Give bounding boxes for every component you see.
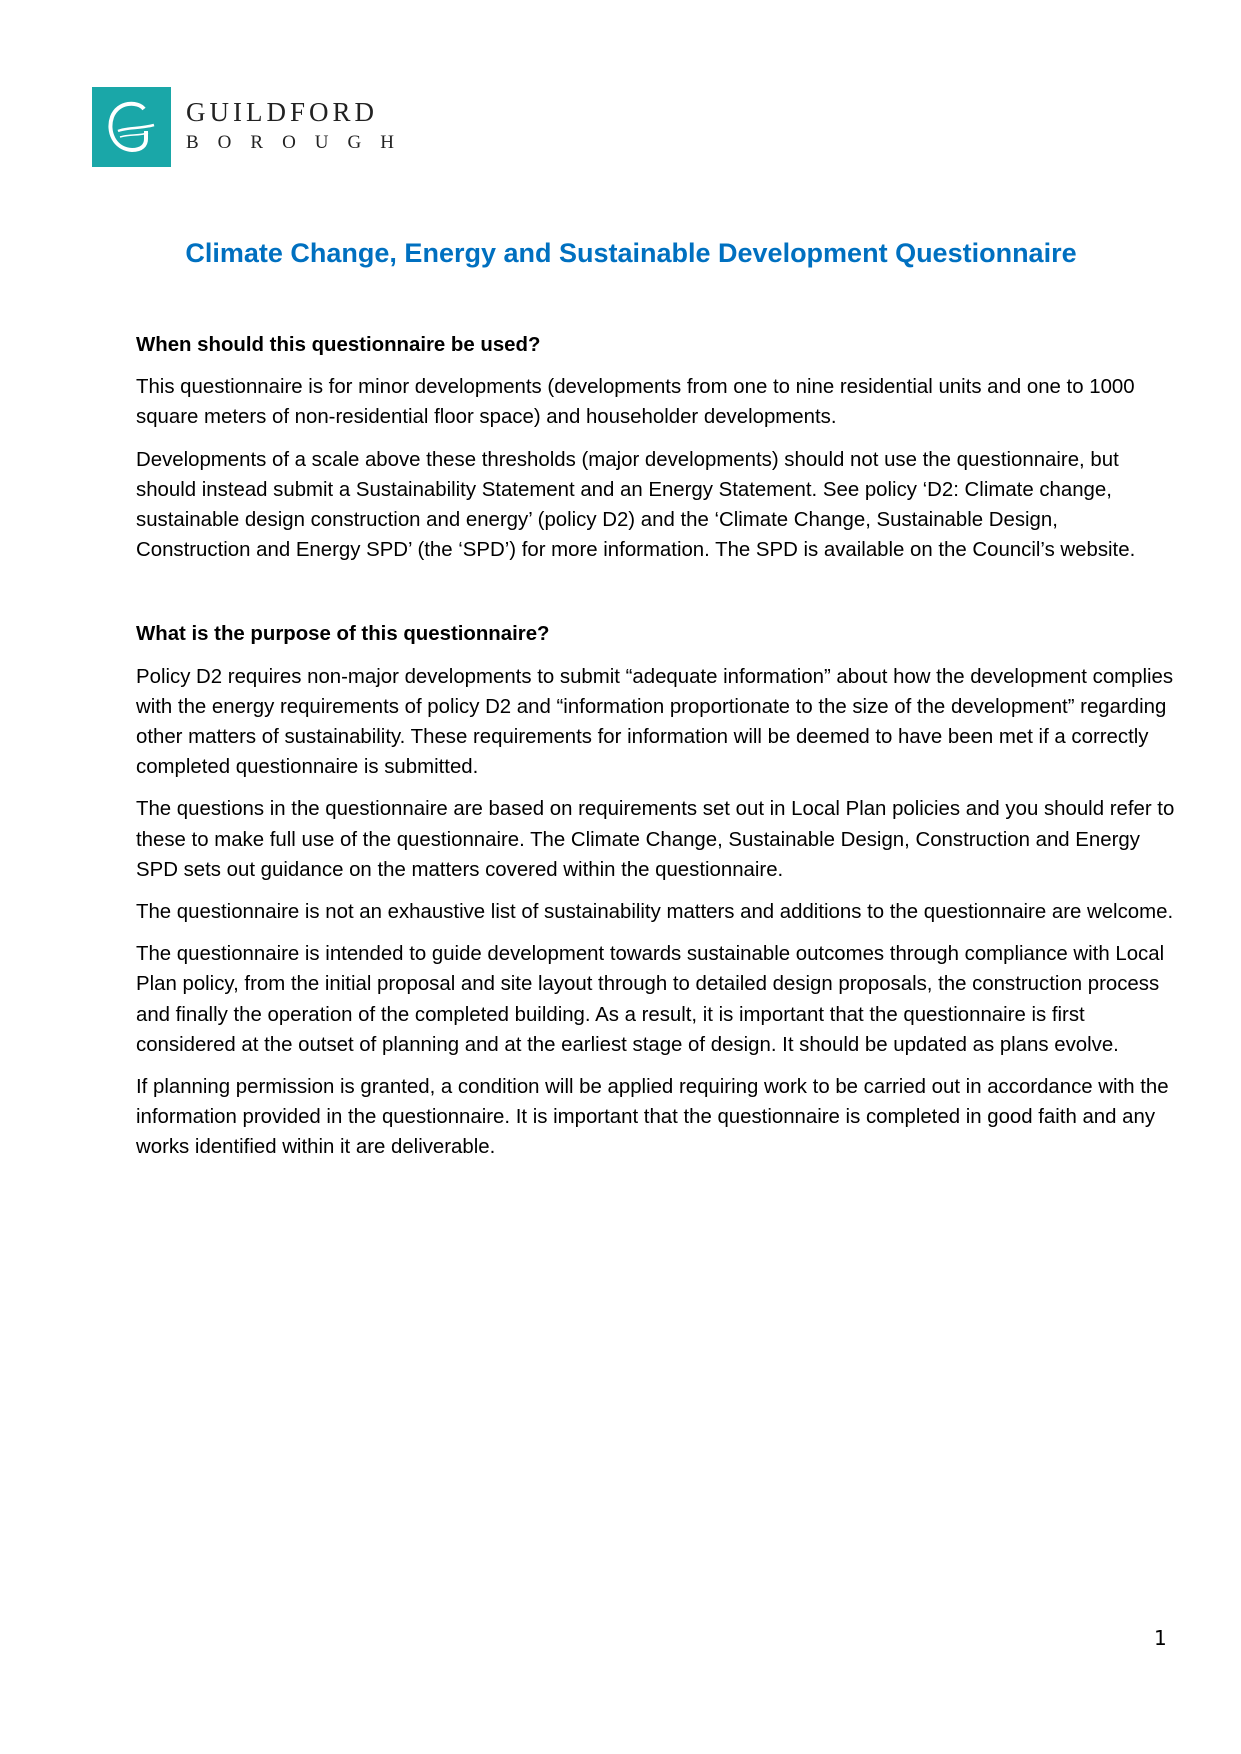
section-heading: What is the purpose of this questionnaire? [136, 623, 550, 646]
paragraph: The questionnaire is intended to guide development towards sustainable outcomes through compliance with Local Plan policy, from the initial proposal and site layout through to detailed design proposals, the construction process and finally the operation of the completed building. As a result, it is important that the questionnaire is first considered at the outset of planning and at the earliest stage of design. It should be updated as plans evolve. [136, 943, 1165, 1056]
paragraph: This questionnaire is for minor developments (developments from one to nine residential units and one to 1000 square meters of non-residential floor space) and householder developments. [136, 376, 1135, 429]
logo-g-icon [92, 87, 171, 167]
logo-line1: GUILDFORD [186, 97, 379, 127]
document-title: Climate Change, Energy and Sustainable Development Questionnaire [185, 238, 1077, 268]
paragraph: If planning permission is granted, a condition will be applied requiring work to be carried out in accordance with the information provided in the questionnaire. It is important that the questionnaire is completed in good faith and any works identified within it are deliverable. [136, 1076, 1169, 1159]
page-number: 1 [1154, 1626, 1167, 1650]
logo-line2: BOROUGH [186, 132, 413, 153]
guildford-borough-logo [92, 87, 413, 167]
section-heading: When should this questionnaire be used? [136, 334, 541, 356]
paragraph: The questionnaire is not an exhaustive list of sustainability matters and additions to the questionnaire are welcome. [136, 901, 1174, 924]
document-body [136, 330, 1176, 1175]
paragraph: Developments of a scale above these thresholds (major developments) should not use the questionnaire, but should instead submit a Sustainability Statement and an Energy Statement. See policy ‘D2: Climate change, sustainable design construction and energy’ (policy D2) and the ‘Climate Change, Sustainable Design, Construction and Energy SPD’ (the ‘SPD’) for more information. The SPD is available on the Council’s website. [136, 448, 1136, 562]
paragraph: The questions in the questionnaire are based on requirements set out in Local Plan policies and you should refer to these to make full use of the questionnaire. The Climate Change, Sustainable Design, Construction and Energy SPD sets out guidance on the matters covered within the questionnaire. [136, 798, 1175, 881]
paragraph: Policy D2 requires non-major developments to submit “adequate information” about how the development complies with the energy requirements of policy D2 and “information proportionate to the size of the development” regarding other matters of sustainability. These requirements for information will be deemed to have been met if a correctly completed questionnaire is submitted. [136, 665, 1174, 779]
